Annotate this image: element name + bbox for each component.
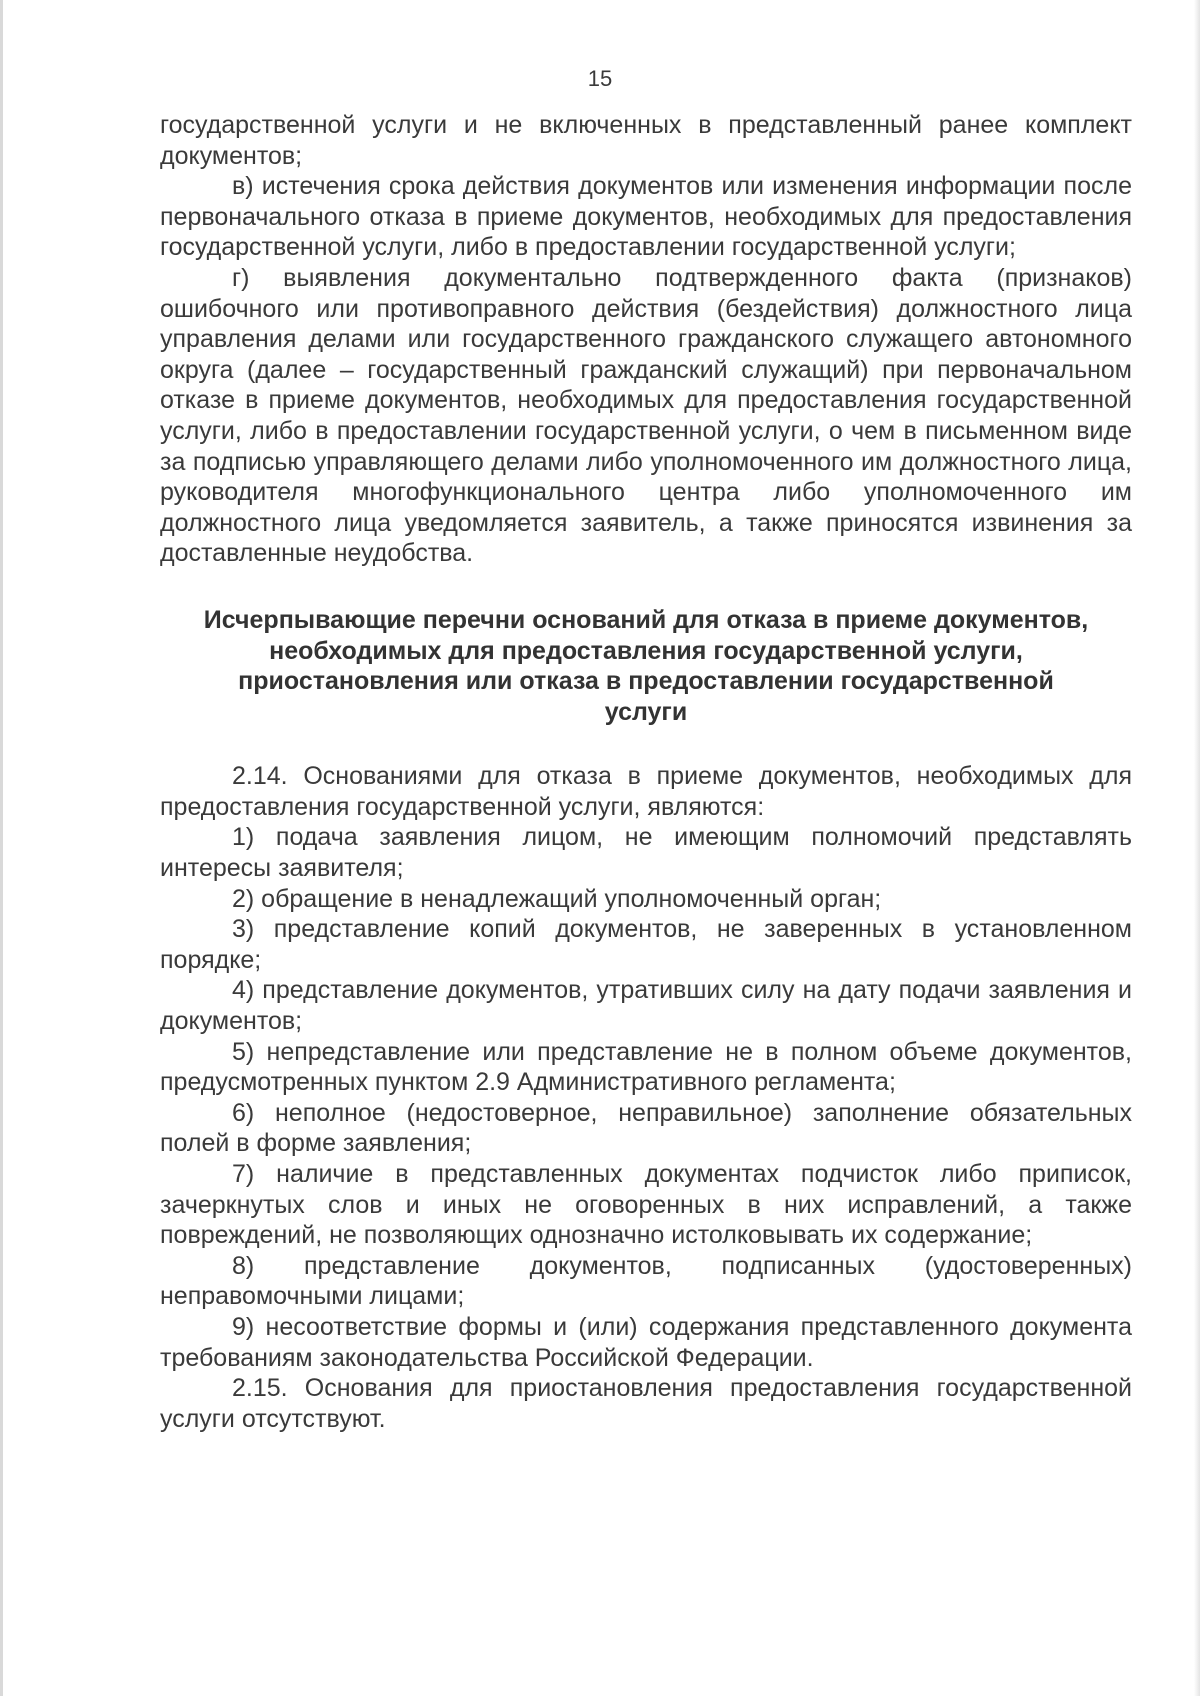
page-number: 15 <box>587 66 613 91</box>
list-item-8: 8) представление документов, подписанных (удостоверенных) неправомочными лицами; <box>160 1251 1132 1311</box>
paragraph-item-g: г) выявления документально подтвержденного факта (признаков) ошибочного или противоправного действия (бездействия) должностного лица управления делами или государственного гражданского служащего автономного округа (далее – государственный гражданский служащий) при первоначальном отказе в приеме документов, необходимых для предоставления государственной услуги, либо в предоставлении государственной услуги, о чем в письменном виде за подписью управляющего делами либо уполномоченного им должностного лица, руководителя многофункционального центра либо уполномоченного им должностного лица уведомляется заявитель, а также приносятся извинения за доставленные неудобства. <box>160 263 1132 568</box>
paragraph-item-v: в) истечения срока действия документов или изменения информации после первоначального отказа в приеме документов, необходимых для предоставления государственной услуги, либо в предоставлении государственной услуги; <box>160 172 1132 262</box>
paragraph-2-15: 2.15. Основания для приостановления предоставления государственной услуги отсутствуют. <box>160 1374 1132 1433</box>
page-left-edge <box>0 0 3 1696</box>
paragraph-continuation: государственной услуги и не включенных в представленный ранее комплект документов; <box>160 111 1132 170</box>
paragraph-2-14: 2.14. Основаниями для отказа в приеме документов, необходимых для предоставления государственной услуги, являются: <box>160 762 1132 821</box>
page-right-edge <box>1194 0 1200 1696</box>
list-item-7: 7) наличие в представленных документах подчисток либо приписок, зачеркнутых слов и иных не оговоренных в них исправлений, а также повреждений, не позволяющих однозначно истолковывать их содержание; <box>160 1160 1132 1250</box>
document-body <box>160 110 1132 1434</box>
list-item-9: 9) несоответствие формы и (или) содержания представленного документа требованиям законодательства Российской Федерации. <box>160 1312 1132 1372</box>
list-item-2: 2) обращение в ненадлежащий уполномоченный орган; <box>232 884 882 913</box>
list-item-4: 4) представление документов, утративших силу на дату подачи заявления и документов; <box>160 976 1132 1036</box>
list-item-5: 5) непредставление или представление не в полном объеме документов, предусмотренных пунктом 2.9 Административного регламента; <box>160 1037 1132 1097</box>
section-heading: Исчерпывающие перечни оснований для отказа в приеме документов, необходимых для предоставления государственной услуги, приостановления или отказа в предоставлении государственной услуги <box>203 605 1089 726</box>
list-item-6: 6) неполное (недостоверное, неправильное) заполнение обязательных полей в форме заявления; <box>160 1098 1132 1158</box>
list-item-1: 1) подача заявления лицом, не имеющим полномочий представлять интересы заявителя; <box>160 823 1132 883</box>
list-item-3: 3) представление копий документов, не заверенных в установленном порядке; <box>160 915 1132 974</box>
